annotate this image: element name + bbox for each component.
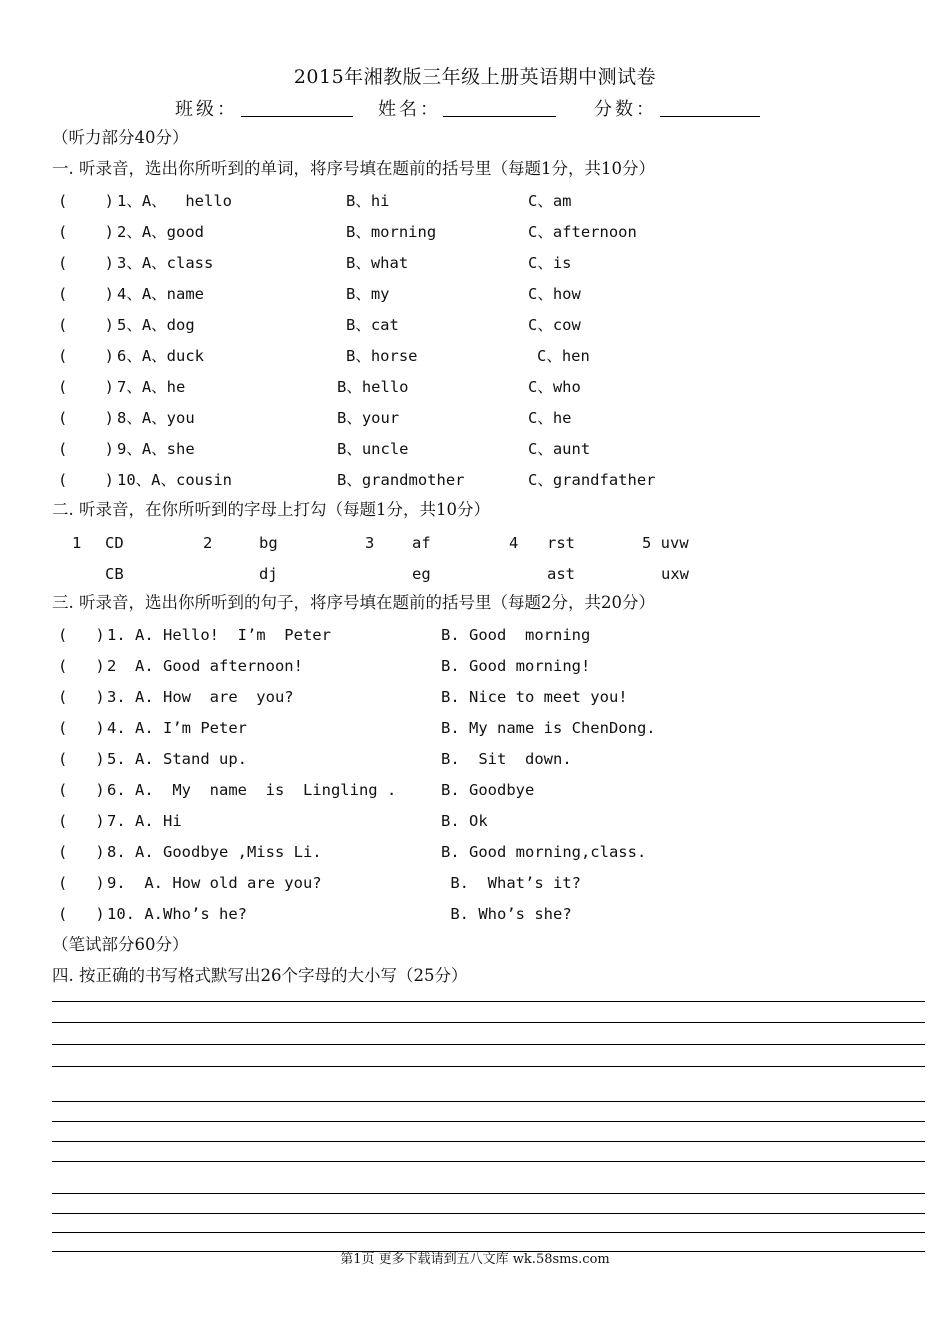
- answer-paren[interactable]: ( ): [58, 316, 114, 334]
- option-a: 3、A、class: [117, 254, 214, 272]
- option-a: 1. A. Hello! I’m Peter: [107, 626, 331, 644]
- option-a: 5. A. Stand up.: [107, 750, 247, 768]
- option-b: B. Nice to meet you!: [441, 688, 628, 706]
- option-b: B、what: [346, 254, 409, 272]
- section4-heading: 四. 按正确的书写格式默写出26个字母的大小写（25分）: [52, 966, 468, 985]
- answer-paren[interactable]: ( ): [58, 626, 105, 644]
- s2-num-1: 1: [72, 534, 82, 552]
- option-b: B. My name is ChenDong.: [441, 719, 656, 737]
- writing-line: [52, 1022, 925, 1023]
- option-b: B. Ok: [441, 812, 488, 830]
- option-a: 10. A.Who’s he?: [107, 905, 247, 923]
- s2-opt-2[interactable]: bg: [259, 534, 278, 552]
- option-a: 9、A、she: [117, 440, 195, 458]
- writing-line: [52, 1141, 925, 1142]
- option-b: B、hello: [337, 378, 409, 396]
- s2-opt-4b[interactable]: ast: [547, 565, 575, 583]
- option-a: 7. A. Hi: [107, 812, 182, 830]
- s2-opt-5[interactable]: 5 uvw: [642, 534, 689, 552]
- s2-num-2: 2: [203, 534, 213, 552]
- option-a: 8、A、you: [117, 409, 195, 427]
- option-a: 6、A、duck: [117, 347, 204, 365]
- option-b: B. Goodbye: [441, 781, 535, 799]
- option-a: 4、A、name: [117, 285, 204, 303]
- option-c: C、how: [528, 285, 581, 303]
- option-b: B. Who’s she?: [441, 905, 572, 923]
- answer-paren[interactable]: ( ): [58, 905, 105, 923]
- option-c: C、who: [528, 378, 581, 396]
- option-b: B、hi: [346, 192, 390, 210]
- option-b: B、your: [337, 409, 400, 427]
- class-label: 班级：: [175, 99, 238, 120]
- option-a: 2、A、good: [117, 223, 204, 241]
- answer-paren[interactable]: ( ): [58, 440, 114, 458]
- option-b: B、horse: [346, 347, 418, 365]
- answer-paren[interactable]: ( ): [58, 192, 114, 210]
- answer-paren[interactable]: ( ): [58, 843, 105, 861]
- option-b: B、grandmother: [337, 471, 465, 489]
- answer-paren[interactable]: ( ): [58, 781, 105, 799]
- option-c: C、hen: [537, 347, 590, 365]
- answer-paren[interactable]: ( ): [58, 657, 105, 675]
- option-c: C、am: [528, 192, 572, 210]
- option-c: C、he: [528, 409, 572, 427]
- answer-paren[interactable]: ( ): [58, 812, 105, 830]
- option-a: 7、A、he: [117, 378, 186, 396]
- section1-heading: 一. 听录音，选出你所听到的单词，将序号填在题前的括号里（每题1分，共10分）: [52, 159, 655, 178]
- answer-paren[interactable]: ( ): [58, 347, 114, 365]
- option-b: B. Good morning,class.: [441, 843, 647, 861]
- writing-line: [52, 1066, 925, 1067]
- answer-paren[interactable]: ( ): [58, 378, 114, 396]
- s2-num-3: 3: [365, 534, 375, 552]
- option-b: B、morning: [346, 223, 437, 241]
- option-a: 5、A、dog: [117, 316, 195, 334]
- writing-line: [52, 1213, 925, 1214]
- option-a: 8. A. Goodbye ,Miss Li.: [107, 843, 322, 861]
- answer-paren[interactable]: ( ): [58, 688, 105, 706]
- option-c: C、afternoon: [528, 223, 637, 241]
- page-title: 2015年湘教版三年级上册英语期中测试卷: [293, 66, 657, 88]
- answer-paren[interactable]: ( ): [58, 285, 114, 303]
- answer-paren[interactable]: ( ): [58, 874, 105, 892]
- option-b: B. What’s it?: [441, 874, 581, 892]
- s2-opt-3[interactable]: af: [412, 534, 431, 552]
- option-c: C、aunt: [528, 440, 591, 458]
- option-a: 6. A. My name is Lingling .: [107, 781, 397, 799]
- option-c: C、cow: [528, 316, 581, 334]
- s2-opt-5b[interactable]: uxw: [661, 565, 689, 583]
- s2-opt-2b[interactable]: dj: [259, 565, 278, 583]
- name-label: 姓名：: [378, 99, 441, 120]
- listening-header: （听力部分40分）: [52, 128, 189, 147]
- written-header: （笔试部分60分）: [52, 935, 189, 954]
- writing-line: [52, 1193, 925, 1194]
- option-c: C、is: [528, 254, 572, 272]
- option-b: B. Good morning!: [441, 657, 591, 675]
- score-blank[interactable]: [660, 116, 760, 117]
- page-footer: 第1页 更多下载请到五八文库 wk.58sms.com: [340, 1252, 610, 1267]
- s2-opt-1b[interactable]: CB: [105, 565, 124, 583]
- answer-paren[interactable]: ( ): [58, 471, 114, 489]
- s2-num-4: 4: [509, 534, 519, 552]
- option-c: C、grandfather: [528, 471, 656, 489]
- writing-line: [52, 1044, 925, 1045]
- option-a: 4. A. I’m Peter: [107, 719, 247, 737]
- s2-opt-1[interactable]: CD: [105, 534, 124, 552]
- section3-heading: 三. 听录音，选出你所听到的句子，将序号填在题前的括号里（每题2分，共20分）: [52, 593, 655, 612]
- option-a: 2 A. Good afternoon!: [107, 657, 303, 675]
- option-b: B. Good morning: [441, 626, 591, 644]
- section2-heading: 二. 听录音，在你所听到的字母上打勾（每题1分，共10分）: [52, 500, 490, 519]
- answer-paren[interactable]: ( ): [58, 254, 114, 272]
- option-b: B. Sit down.: [441, 750, 572, 768]
- writing-line: [52, 1121, 925, 1122]
- answer-paren[interactable]: ( ): [58, 409, 114, 427]
- option-a: 3. A. How are you?: [107, 688, 294, 706]
- writing-line: [52, 1101, 925, 1102]
- option-a: 10、A、cousin: [117, 471, 232, 489]
- option-b: B、uncle: [337, 440, 409, 458]
- name-blank[interactable]: [443, 116, 556, 117]
- answer-paren[interactable]: ( ): [58, 719, 105, 737]
- score-label: 分数：: [594, 99, 657, 120]
- class-blank[interactable]: [241, 116, 353, 117]
- option-b: B、my: [346, 285, 390, 303]
- s2-opt-3b[interactable]: eg: [412, 565, 431, 583]
- answer-paren[interactable]: ( ): [58, 223, 114, 241]
- writing-line: [52, 1161, 925, 1162]
- s2-opt-4[interactable]: rst: [547, 534, 575, 552]
- option-b: B、cat: [346, 316, 399, 334]
- writing-line: [52, 1232, 925, 1233]
- option-a: 1、A、 hello: [117, 192, 232, 210]
- answer-paren[interactable]: ( ): [58, 750, 105, 768]
- option-a: 9. A. How old are you?: [107, 874, 322, 892]
- writing-line: [52, 1001, 925, 1002]
